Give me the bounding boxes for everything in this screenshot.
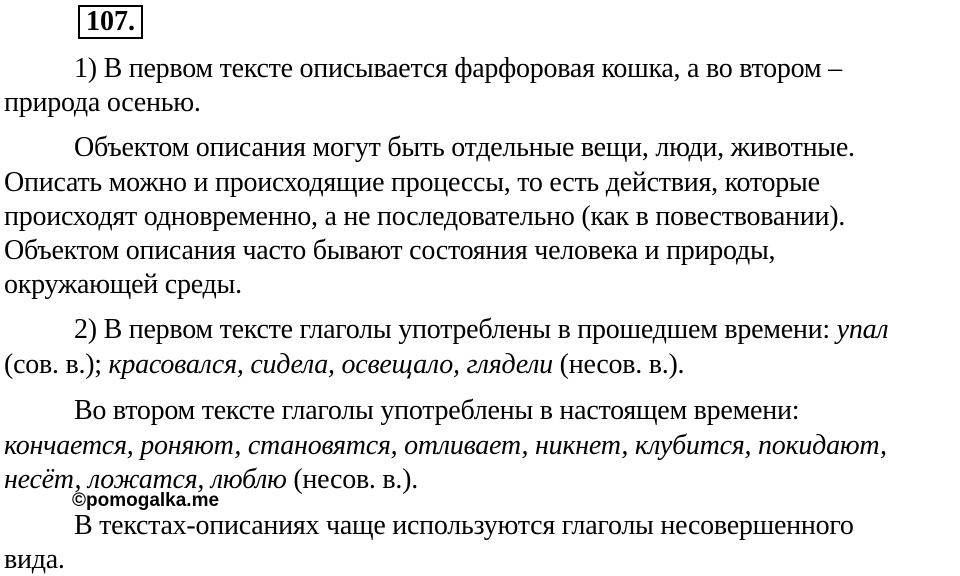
text-line-14: вида. [4, 544, 65, 575]
italic-verb: упал [836, 314, 889, 345]
text-line-6: Объектом описания часто бывают состояния человека и природы, [4, 235, 776, 266]
text-line-9 [4, 349, 684, 381]
text-line-4: Описать можно и происходящие процессы, то есть действия, которые [4, 167, 820, 198]
text-line-2: природа осенью. [4, 87, 201, 118]
text-line-11: кончается, роняют, становятся, отливает, никнет, клубится, покидают, [4, 430, 887, 461]
italic-verbs: несёт, ложатся, люблю [4, 464, 287, 495]
text-segment: (сов. в.); [4, 349, 109, 380]
watermark: ©pomogalka.me [72, 490, 220, 511]
text-segment: 2) В первом тексте глаголы употреблены в прошедшем времени: [74, 314, 837, 345]
text-segment: (несов. в.). [552, 349, 685, 380]
text-line-7: окружающей среды. [4, 269, 242, 300]
text-line-13: В текстах-описаниях чаще используются глаголы несовершенного [74, 510, 854, 541]
text-line-5: происходят одновременно, а не последовательно (как в повествовании). [4, 201, 846, 232]
text-line-3: Объектом описания могут быть отдельные вещи, люди, животные. [74, 132, 855, 163]
exercise-number: 107. [78, 5, 143, 39]
text-line-1: 1) В первом тексте описывается фарфоровая кошка, а во втором – [74, 53, 842, 84]
text-segment: (несов. в.). [286, 464, 418, 495]
text-line-10: Во втором тексте глаголы употреблены в настоящем времени: [74, 395, 800, 426]
italic-verbs: красовался, сидела, освещало, глядели [108, 349, 553, 380]
text-line-8 [74, 314, 888, 346]
